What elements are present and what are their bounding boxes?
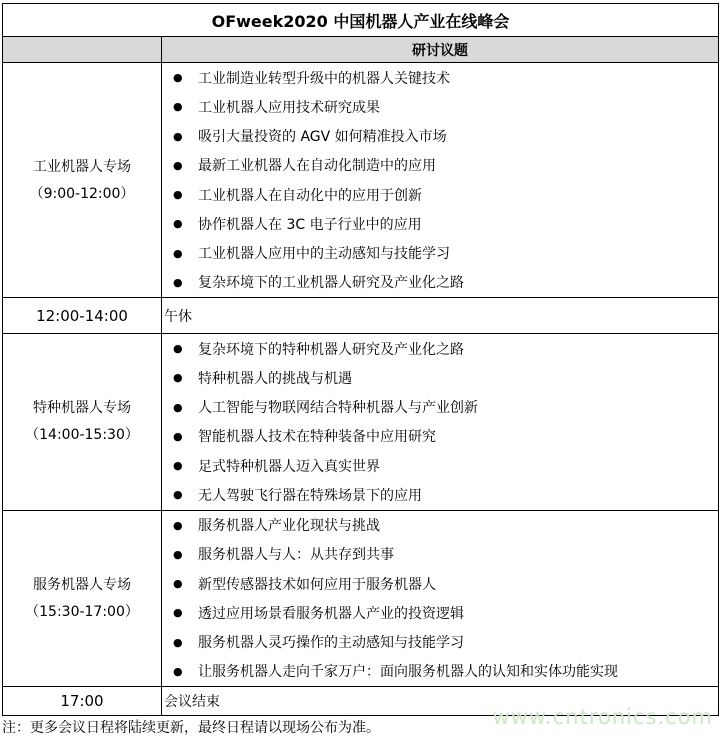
topic-text: 服务机器人产业化现状与挑战 (198, 518, 380, 535)
bullet-icon: ● (173, 664, 183, 678)
topic-text: 让服务机器人走向千家万户：面向服务机器人的认知和实体功能实现 (198, 664, 618, 681)
topic-item (162, 334, 718, 363)
session-track-name: 特种机器人专场 (33, 400, 131, 417)
topic-item (162, 209, 718, 238)
bullet-icon: ● (173, 129, 183, 143)
closing-label: 会议结束 (164, 694, 220, 710)
topic-item (162, 268, 718, 297)
session-track-cell (3, 63, 162, 297)
bullet-icon: ● (173, 371, 183, 385)
watermark-text: www.cntronics.com (492, 705, 713, 729)
topic-item (162, 363, 718, 392)
topic-text: 服务机器人灵巧操作的主动感知与技能学习 (198, 635, 464, 652)
footer-note: 注：更多会议日程将陆续更新，最终日程请以现场公布为准。 (2, 720, 380, 736)
session-track-time: （9:00-12:00） (29, 185, 135, 202)
bullet-icon: ● (173, 429, 183, 443)
topic-item (162, 628, 718, 657)
session-track-time: （15:30-17:00） (25, 603, 139, 620)
topic-text: 透过应用场景看服务机器人产业的投资逻辑 (198, 605, 464, 622)
lunch-time: 12:00-14:00 (36, 306, 128, 325)
session-row-industrial (3, 62, 718, 297)
session-track-name: 服务机器人专场 (33, 576, 131, 593)
topic-item (162, 151, 718, 180)
bullet-icon: ● (173, 606, 183, 620)
topic-text: 特种机器人的挑战与机遇 (198, 370, 352, 387)
topic-text: 工业机器人应用技术研究成果 (198, 99, 380, 116)
topic-item (162, 122, 718, 151)
topic-item (162, 239, 718, 268)
lunch-time-cell (3, 298, 162, 333)
bullet-icon: ● (173, 246, 183, 260)
topic-text: 足式特种机器人迈入真实世界 (198, 458, 380, 475)
topic-text: 新型传感器技术如何应用于服务机器人 (198, 576, 436, 593)
session-row-special (3, 333, 718, 510)
topic-text: 无人驾驶飞行器在特殊场景下的应用 (198, 487, 422, 504)
session-track-cell (3, 511, 162, 687)
session-topics-cell (162, 63, 718, 297)
bullet-icon: ● (173, 342, 183, 356)
column-header-row (3, 36, 718, 62)
bullet-icon: ● (173, 635, 183, 649)
bullet-icon: ● (173, 275, 183, 289)
session-track-time: （14:00-15:30） (25, 427, 139, 444)
topic-item (162, 657, 718, 686)
bullet-icon: ● (173, 488, 183, 502)
bullet-icon: ● (173, 577, 183, 591)
closing-time-cell (3, 687, 162, 715)
topic-item (162, 511, 718, 540)
topic-text: 服务机器人与人：从共存到共事 (198, 547, 394, 564)
bullet-icon: ● (173, 217, 183, 231)
title-row (3, 4, 718, 36)
topic-text: 人工智能与物联网结合特种机器人与产业创新 (198, 400, 478, 417)
topic-item (162, 422, 718, 451)
topic-item (162, 92, 718, 121)
topic-text: 复杂环境下的工业机器人研究及产业化之路 (198, 275, 464, 292)
bullet-icon: ● (173, 518, 183, 532)
topic-item (162, 451, 718, 480)
topic-text: 工业机器人应用中的主动感知与技能学习 (198, 246, 450, 263)
topics-column-header: 研讨议题 (412, 42, 468, 59)
topic-text: 智能机器人技术在特种装备中应用研究 (198, 429, 436, 446)
topic-item (162, 393, 718, 422)
topic-text: 最新工业机器人在自动化制造中的应用 (198, 158, 436, 175)
session-track-name: 工业机器人专场 (33, 158, 131, 175)
lunch-label: 午休 (164, 308, 192, 325)
bullet-icon: ● (173, 547, 183, 561)
closing-time: 17:00 (60, 692, 104, 710)
topic-item (162, 598, 718, 627)
agenda-table (2, 3, 719, 716)
topic-item (162, 180, 718, 209)
session-topics-cell (162, 511, 718, 687)
bullet-icon: ● (173, 188, 183, 202)
lunch-row (3, 297, 718, 333)
topic-item (162, 63, 718, 92)
bullet-icon: ● (173, 158, 183, 172)
lunch-label-cell (162, 298, 718, 333)
bullet-icon: ● (173, 100, 183, 114)
bullet-icon: ● (173, 459, 183, 473)
bullet-icon: ● (173, 71, 183, 85)
topic-text: 工业机器人在自动化中的应用于创新 (198, 187, 422, 204)
session-track-cell (3, 334, 162, 510)
topic-item (162, 569, 718, 598)
header-topics-cell (162, 37, 718, 62)
topic-item (162, 540, 718, 569)
page-title: OFweek2020 中国机器人产业在线峰会 (211, 11, 510, 31)
topic-text: 复杂环境下的特种机器人研究及产业化之路 (198, 341, 464, 358)
session-topics-cell (162, 334, 718, 510)
topic-text: 工业制造业转型升级中的机器人关键技术 (198, 70, 450, 87)
topic-text: 协作机器人在 3C 电子行业中的应用 (198, 216, 422, 233)
topic-item (162, 480, 718, 509)
bullet-icon: ● (173, 400, 183, 414)
header-track-cell (3, 37, 162, 62)
topic-text: 吸引大量投资的 AGV 如何精准投入市场 (198, 129, 447, 146)
session-row-service (3, 510, 718, 687)
